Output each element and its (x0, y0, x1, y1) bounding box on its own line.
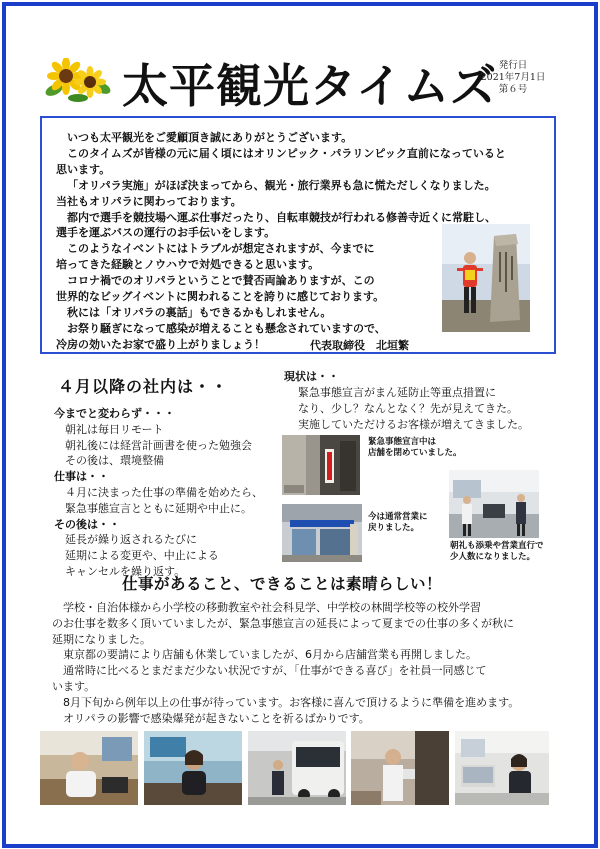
caption-line: 緊急事態宣言中は (368, 437, 437, 447)
greeting-line: 世界的なビッグイベントに関われることを誇りに感じております。 (56, 290, 385, 304)
april-line: 延期による変更や、中止による (54, 549, 219, 563)
issue-label: 発行日 (498, 60, 528, 71)
greeting-line: 冷房の効いたお家で盛り上がりましょう！ (56, 337, 265, 351)
greeting-line: 思います。 (56, 162, 111, 176)
closed-store-caption (368, 437, 462, 459)
newsletter-title: 太平観光タイムズ (122, 59, 498, 113)
april-line: 今までと変わらず・・・ (54, 407, 175, 420)
staff-photo-4 (455, 731, 549, 805)
april-line: 朝礼は毎日リモート (54, 422, 164, 436)
greeting-line: 都内で選手を競技場へ運ぶ仕事だったり、自転車競技が行われる修善寺近くに常駐し、 (67, 210, 496, 224)
work-heading: 仕事があること、できることは素晴らしい！ (122, 575, 443, 593)
greeting-line: 秋には「オリパラの裏話」もできるかもしれません。 (67, 305, 332, 319)
current-status (284, 369, 529, 433)
work-line: 通常時に比べるとまだまだ少ない状況ですが、「仕事ができる喜び」を社員一同感じて (52, 664, 487, 678)
current-line: なり、少し？なんとなく？先が見えてきた。 (298, 402, 518, 415)
closed-store-photo (282, 435, 360, 495)
work-line: 延期になりました。 (52, 632, 151, 646)
greeting-line: いつも太平観光をご愛顧頂き誠にありがとうございます。 (67, 131, 353, 144)
issue-number: 第６号 (498, 84, 528, 95)
staff-photo-2 (144, 731, 242, 805)
signature: 代表取締役 北垣繁 (310, 339, 409, 352)
april-line: 仕事は・・ (54, 470, 109, 484)
work-line: 8月下旬から例年以上の仕事が待っています。お客様に喜んで頂けるように準備を進めます。 (52, 695, 520, 709)
open-store-caption (368, 512, 428, 534)
issue-info (478, 60, 548, 96)
april-line: 延長が繰り返されるたびに (54, 533, 197, 547)
caption-line: 戻りました。 (368, 523, 420, 533)
sunflower-logo (44, 58, 112, 104)
april-line: 緊急事態宣言とともに延期や中止に。 (54, 501, 252, 515)
staff-photo-3 (351, 731, 449, 805)
bus-photo (248, 731, 346, 805)
greeting-line: コロナ禍でのオリパラということで賛否両論ありますが、この (67, 274, 375, 288)
president-photo (442, 224, 530, 332)
april-text (54, 406, 263, 580)
office-morning-meeting-photo (449, 470, 539, 538)
staff-photo-1 (40, 731, 138, 805)
greeting-line: 当社もオリパラに関わっております。 (56, 194, 242, 208)
greeting-line: 「オリパラ実施」がほぼ決まってから、観光・旅行業界も急に慌ただしくなりました。 (67, 178, 496, 192)
work-line: 学校・自治体様から小学校の移動教室や社会科見学、中学校の林間学校等の校外学習 (52, 601, 481, 614)
office-caption (450, 541, 544, 563)
caption-line: 今は通常営業に (368, 512, 428, 522)
april-line: キャンセルを繰り返す。 (54, 564, 186, 578)
open-store-photo (282, 504, 362, 562)
work-line: のお仕事を数多く頂いていましたが、緊急事態宣言の延長によって夏までの仕事の多くが秋に (52, 616, 514, 630)
current-heading: 現状は・・ (284, 370, 339, 383)
current-line: 実施していただけるお客様が増えてきました。 (298, 418, 529, 431)
greeting-line: このタイムズが皆様の元に届く頃にはオリンピック・パラリンピック直前になっていると (67, 146, 506, 160)
greeting-line: 培ってきた経験とノウハウで対処できると思います。 (56, 258, 320, 272)
caption-line: 朝礼も添乗や営業直行で (450, 541, 544, 551)
caption-line: 少人数になりました。 (450, 552, 536, 562)
issue-date: 2021年7月1日 (480, 72, 546, 83)
greeting-line: このようなイベントにはトラブルが想定されますが、今までに (67, 242, 375, 256)
april-line: 朝礼後には経営計画書を使った勉強会 (54, 438, 252, 452)
april-line: その後は、環境整備 (54, 454, 164, 468)
work-line: います。 (52, 679, 96, 693)
greeting-line: 選手を運ぶバスの運行のお手伝いをします。 (56, 226, 276, 240)
april-heading: ４月以降の社内は・・ (58, 377, 229, 396)
work-line: 東京都の要請により店舗も休業していましたが、6月から店舗営業も再開しました。 (52, 648, 477, 662)
work-text (52, 600, 562, 726)
caption-line: 店舗を閉めていました。 (368, 448, 462, 458)
work-line: オリパラの影響で感染爆発が起きないことを祈るばかりです。 (52, 711, 370, 725)
april-line: その後は・・ (54, 517, 120, 531)
greeting-line: お祭り騒ぎになって感染が増えることも懸念されていますので、 (67, 321, 386, 335)
current-line: 緊急事態宣言がまん延防止等重点措置に (298, 386, 496, 399)
april-line: ４月に決まった仕事の準備を始めたら、 (54, 485, 263, 499)
